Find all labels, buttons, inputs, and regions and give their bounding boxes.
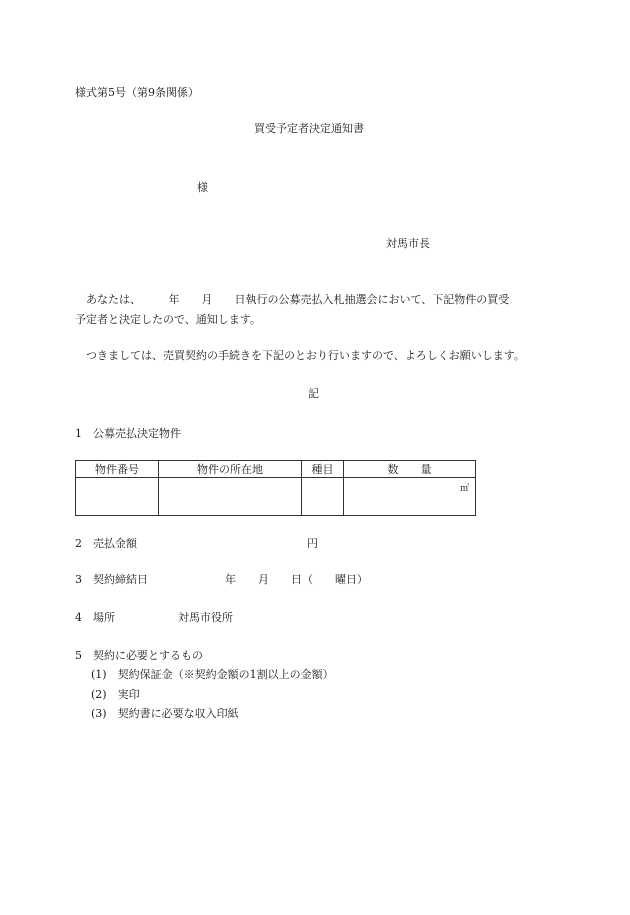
cell-quantity xyxy=(344,478,476,516)
column-header-property-location: 物件の所在地 xyxy=(159,461,302,478)
list-item: (2) 実印 xyxy=(91,688,140,701)
item-3-label: 3 契約締結日 xyxy=(75,573,148,586)
cell-property-number xyxy=(76,478,159,516)
body-paragraph-1-line-1: あなたは、 年 月 日執行の公募売払入札抽選会において、下記物件の買受 xyxy=(86,293,510,306)
item-1-heading: 1 公募売払決定物件 xyxy=(75,427,181,440)
addressee-suffix: 様 xyxy=(197,181,208,194)
list-item: (3) 契約書に必要な収入印紙 xyxy=(91,707,239,720)
item-2-unit: 円 xyxy=(307,537,318,550)
sender: 対馬市長 xyxy=(386,237,430,250)
item-2-label: 2 売払金額 xyxy=(75,537,137,550)
property-table xyxy=(75,460,476,516)
item-4-label: 4 場所 xyxy=(75,611,115,624)
body-paragraph-1-line-2: 予定者と決定したので、通知します。 xyxy=(75,313,261,326)
cell-category xyxy=(302,478,344,516)
square-meter-unit: ㎡ xyxy=(459,484,469,494)
cell-property-location xyxy=(159,478,302,516)
list-item: (1) 契約保証金（※契約金額の1割以上の金額） xyxy=(91,668,334,681)
column-header-property-number: 物件番号 xyxy=(76,461,159,478)
ki-heading: 記 xyxy=(308,387,319,400)
item-4-value: 対馬市役所 xyxy=(178,611,233,624)
column-header-quantity: 数 量 xyxy=(344,461,476,478)
item-3-date: 年 月 日（ 曜日） xyxy=(225,573,368,586)
table-row xyxy=(76,478,476,516)
document-title: 買受予定者決定通知書 xyxy=(254,122,364,135)
form-reference: 様式第5号（第9条関係） xyxy=(75,86,199,99)
item-5-heading: 5 契約に必要とするもの xyxy=(75,649,203,662)
column-header-category: 種目 xyxy=(302,461,344,478)
table-header-row xyxy=(76,461,476,478)
body-paragraph-2: つきましては、売買契約の手続きを下記のとおり行いますので、よろしくお願いします。 xyxy=(86,349,525,362)
